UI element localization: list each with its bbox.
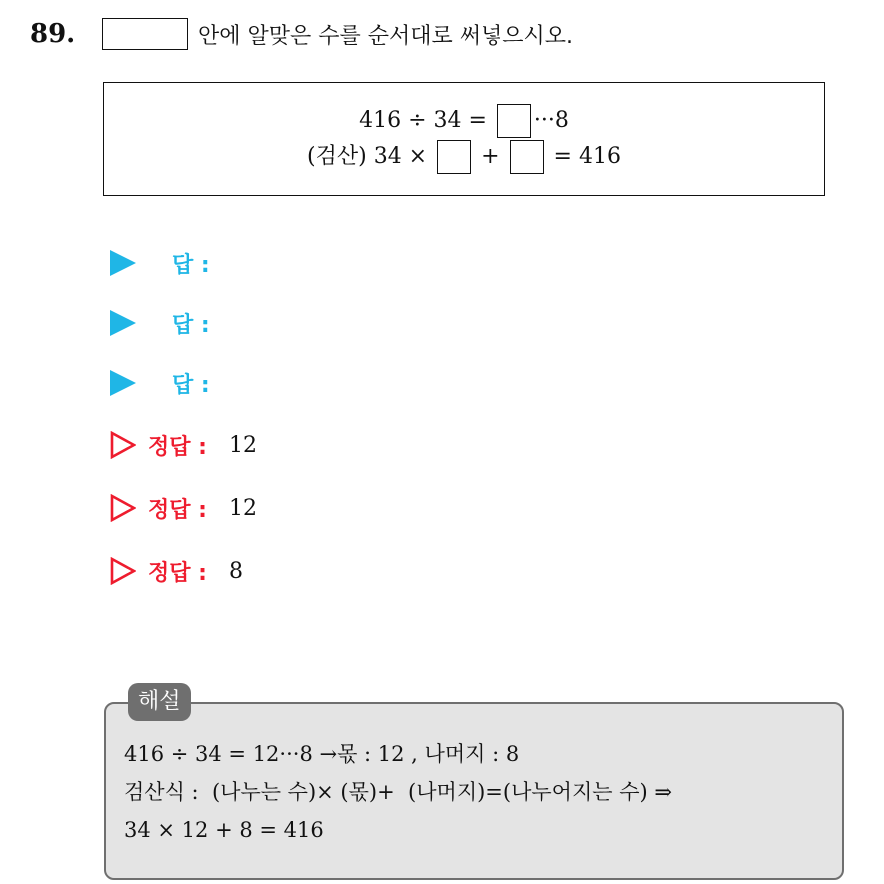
outline-triangle-icon xyxy=(110,431,136,459)
answer-label: 답 : xyxy=(172,372,210,398)
division-left: 416 ÷ 34 = xyxy=(359,108,494,133)
division-remainder: ···8 xyxy=(533,108,569,133)
play-triangle-icon xyxy=(110,250,136,276)
play-triangle-icon xyxy=(110,310,136,336)
question-instruction: 안에 알맞은 수를 순서대로 써넣으시오. xyxy=(198,23,573,49)
check-equation xyxy=(307,139,621,175)
check-right: = 416 xyxy=(546,144,621,169)
correct-row-1 xyxy=(110,428,257,462)
play-triangle-icon xyxy=(110,370,136,396)
correct-value: 8 xyxy=(228,558,243,584)
explanation-text xyxy=(124,735,672,849)
correct-label: 정답 : xyxy=(148,497,207,523)
question-header xyxy=(30,14,573,54)
correct-row-3 xyxy=(110,554,243,588)
check-quotient-blank[interactable] xyxy=(437,140,471,174)
check-plus: + xyxy=(474,144,507,169)
explanation-line: 34 × 12 + 8 = 416 xyxy=(124,818,324,842)
correct-value: 12 xyxy=(228,432,257,458)
answer-label: 답 : xyxy=(172,312,210,338)
answer-label: 답 : xyxy=(172,252,210,278)
correct-label: 정답 : xyxy=(148,560,207,586)
correct-label: 정답 : xyxy=(148,434,207,460)
correct-row-2 xyxy=(110,491,257,525)
check-left: (검산) 34 × xyxy=(307,144,435,169)
answer-row-3[interactable] xyxy=(110,366,210,400)
quotient-blank[interactable] xyxy=(497,104,531,138)
blank-box-icon xyxy=(102,18,188,50)
explanation-line: 416 ÷ 34 = 12···8 →몫 : 12 , 나머지 : 8 xyxy=(124,742,520,766)
explanation-line: 검산식 : (나누는 수)× (몫)+ (나머지)=(나누어지는 수) ⇒ xyxy=(124,780,672,804)
question-number: 89. xyxy=(30,19,76,49)
explanation-tag: 해설 xyxy=(128,683,191,721)
outline-triangle-icon xyxy=(110,557,136,585)
correct-value: 12 xyxy=(228,495,257,521)
outline-triangle-icon xyxy=(110,494,136,522)
answer-row-1[interactable] xyxy=(110,246,210,280)
division-equation xyxy=(359,103,569,139)
problem-box xyxy=(103,82,825,196)
check-remainder-blank[interactable] xyxy=(510,140,544,174)
answer-row-2[interactable] xyxy=(110,306,210,340)
